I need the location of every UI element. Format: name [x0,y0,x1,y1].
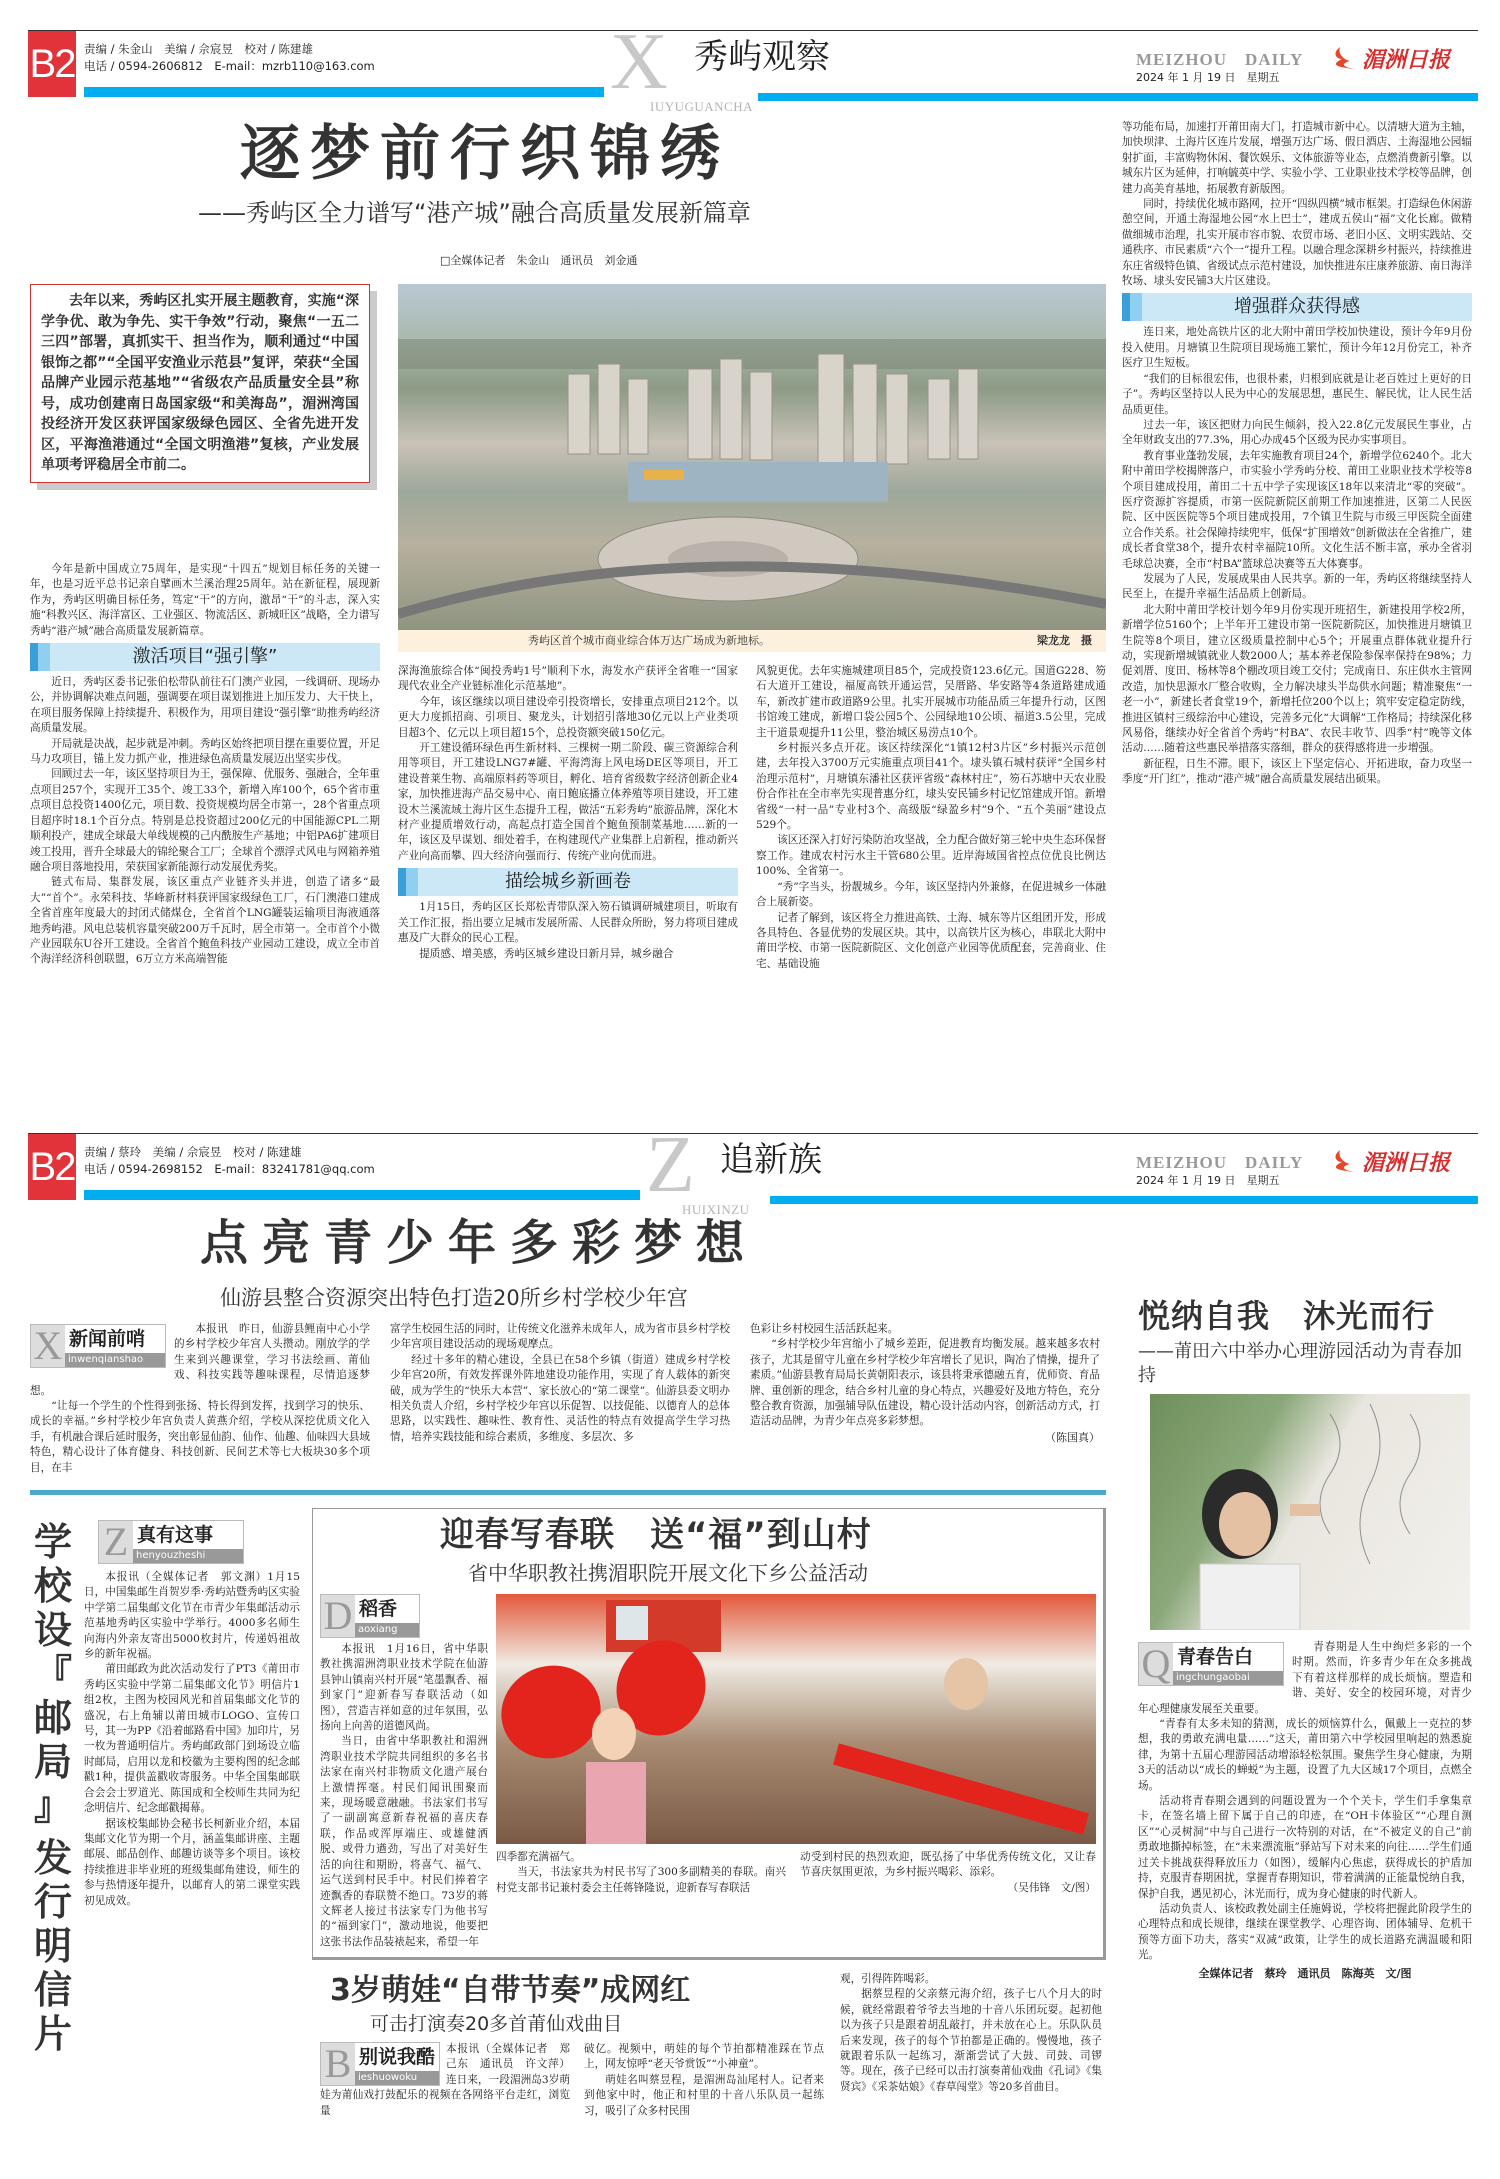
story5-subheadline: ——莆田六中举办心理游园活动为青春加持 [1138,1341,1462,1386]
paragraph: 链式布局、集群发展，该区重点产业链齐头并进，创造了诸多“最大”“首个”。永荣科技、华峰新材料获评国家级绿色工厂，石门澳港口建成全省首座年度最大的封闭式储煤仓，全省首个LNG罐装运输项目海液通落地秀屿港。风电总装机容量突破200万千瓦时，居全市第一。全市首个小微产业园联东U谷开工建设。全省首个鲍鱼科技产业园动工建设，成立全市首个海洋经济科创联盟，6万立方米高端智能 [30,876,380,966]
paragraph: 新征程，日生不滞。眼下，该区上下坚定信心、开拓进取，奋力攻坚一季度“开门红”，推动“港产城”融合高质量发展结出硕果。 [1122,757,1472,786]
paragraph: 本报讯（全媒体记者 郑己东 通讯员 许文萍）连日来，一段湄洲岛3岁萌娃为莆仙戏打鼓配乐的视频在各网络平台走红，浏览量 [320,2043,570,2117]
section-pinyin: HUIXINZU [682,1202,750,1217]
tag-pinyin: inwenqianshao [65,1353,165,1367]
vertical-title-char: 明 [33,1924,72,1968]
brand-chinese-logo: 湄洲日报 [1362,47,1451,73]
paragraph: “青春有太多未知的猜测，成长的烦恼算什么，佩戴上一克拉的梦想，我的勇敢充满电量……”这天，莆田第六中学校园里响起的熟悉旋律，为第十五届心理游园活动增添轻松氛围。聚焦学生身心健康，为期3天的活动以“成长的蝉蜕”为主题，设置了九大区域17个项目，点燃全场。 [1138,1718,1472,1792]
page1-byline: □全媒体记者 朱金山 通讯员 刘金通 [440,254,638,267]
tag-pinyin: henyouzheshi [133,1549,243,1563]
paragraph: 萌娃名叫蔡昱程，是湄洲岛汕尾村人。记者来到他家中时，他正和村里的十音八乐队员一起练习，吸引了众多村民围 [584,2073,824,2117]
story1-column-2 [390,1322,730,1445]
paragraph: 1月15日，秀屿区区长郑松青带队深入笏石镇调研城建项目，听取有关工作汇报，指出要立足城市发展所需、人民群众所盼，努力将项目建成惠及广大群众的民心工程。 [398,901,738,945]
vertical-title-char: 邮 [33,1696,72,1740]
paragraph: 等功能布局，加速打开莆田南大门，打造城市新中心。以清塘大道为主轴，加快坝津、土海片区连片发展，增强万达广场、假日酒店、土海湿地公园辐射扩面，丰富购物休闲、餐饮娱乐、文体旅游等业态，点燃消费新引擎。以城东片区为延伸，打响毓英中学、实验小学、工业职业技术学校等品牌，创建力高美育基地，拓展教育新版图。 [1122,121,1472,195]
vertical-title-char: 校 [33,1564,72,1608]
story4-column-1 [320,2042,570,2119]
story5-credit: 全媒体记者 蔡玲 通讯员 陈海英 文/图 [1198,1966,1412,1980]
page1-column-2 [398,664,738,962]
tag-pinyin: ingchungaobai [1173,1671,1283,1685]
paragraph: “我们的目标很宏伟，也很朴素，归根到底就是让老百姓过上更好的日子”。秀屿区坚持以人民为中心的发展思想，惠民生、解民忧，让人民生活品质更佳。 [1122,372,1472,416]
header-blue-bar-left [84,87,604,97]
story3-column-2 [496,1850,786,1896]
header-blue-bar-right [758,93,1478,101]
paragraph: 经过十多年的精心建设，全县已在58个乡镇（街道）建成乡村学校少年宫20所，有效发挥课外阵地建设功能作用，实现了育人载体的新突破，成为学生的“快乐大本营”、家长放心的“第二课堂”。仙游县委文明办相关负责人介绍，乡村学校少年宫以乐促智、以技促能、以德育人的总体思路，以实践性、趣味性、教育性、灵活性的特点有效提高学生学习热情，培养实践技能和综合素质，多维度、多层次、多 [390,1353,730,1443]
paragraph: 莆田邮政为此次活动发行了PT3《莆田市秀屿区实验中学第二届集邮文化节》明信片1组2枚，主图为校园风光和首届集邮文化节的盛况，右上角辅以莆田城市LOGO、宣传口号，其一为PP《沿着邮路看中国》加印片，另一枚为普通明信片。秀屿邮政部门到场设立临时邮局，启用以龙和校徽为主要构图的纪念邮戳1种，提供盖戳收寄服务。中华全国集邮联合会会士罗道光、陈国成和全校师生共同为纪念明信片、纪念邮戳揭幕。 [84,1663,300,1815]
paragraph: 本报讯（全媒体记者 郭文渊）1月15日，中国集邮生肖贺岁季·秀屿站暨秀屿区实验中学第二届集邮文化节在市青少年集邮活动示范基地秀屿区实验中学举行。4000多名师生向海内外亲友寄出5000枚封片，传递妈祖故乡的新年祝福。 [84,1571,300,1661]
vertical-title-char: 发 [33,1836,72,1880]
tag-pinyin: ieshuowoku [355,2071,439,2085]
page1-subheadline: ——秀屿区全力谱写“港产城”融合高质量发展新篇章 [198,199,751,227]
psychology-activity-photo [1150,1394,1470,1630]
story3-headline: 迎春写春联 送“福”到山村 [440,1515,872,1555]
paragraph: 当日，由省中华职教社和湄洲湾职业技术学院共同组织的多名书法家在南兴村非物质文化遗产展台上激情挥毫。村民们闻讯围聚而来，现场暖意融融。书法家们书写了一副副寓意新春祝福的喜庆春联，作品或浑厚端庄、或雄健洒脱、或骨力遒劲，写出了对美好生活的向往和期盼，将喜气、福气、运气送到村民手中。村民们捧着字迹飘香的春联赞不绝口。73岁的蒋文辉老人接过书法家专门为他书写的“福到家门”，激动地说，他要把这张书法作品装裱起来，希望一年 [320,1735,488,1948]
brand-english: MEIZHOU DAILY [1136,50,1304,69]
tag-rice-fragrance [320,1594,420,1638]
paragraph: 发展为了人民，发展成果由人民共享。新的一年，秀屿区将继续坚持人民至上，在提升幸福生活品质上创新局。 [1122,572,1472,601]
issue-date: 2024 年 1 月 19 日 星期五 [1136,71,1280,84]
page1-column-4 [1122,120,1472,788]
paragraph: “乡村学校少年宫缩小了城乡差距，促进教育均衡发展。越来越多农村孩子，尤其是留守儿童在乡村学校少年宫增长了见识，陶冶了情操，提升了素质。”仙游县教育局局长黄朝阳表示，该县将秉承德融五育，优师资、育品牌、重创新的理念，结合乡村儿童的身心特点，兴趣爱好及地方特色，充分整合教育资源，加强辅导队伍建设，精心设计活动内容，创新活动方式，打造活动品牌，为青少年点亮多彩梦想。 [750,1338,1100,1428]
tag-title: 青春告白 [1177,1646,1254,1668]
paragraph: 过去一年，该区把财力向民生倾斜，投入22.8亿元发展民生事业，占全年财政支出的77.3%，用心办成45个区级为民办实事项目。 [1122,418,1472,447]
page1-column-1 [30,562,380,968]
paragraph: 色彩让乡村校园生活活跃起来。 [750,1323,899,1335]
lead-summary-box [30,284,370,483]
story5-headline: 悦纳自我 沐光而行 [1138,1297,1436,1335]
paragraph: 据蔡昱程的父亲蔡元海介绍，孩子七八个月大的时候，就经常跟着爷爷去当地的十音八乐团玩耍。起初他以为孩子只是跟着胡乱敲打，并未放在心上。乐队队员后来发现，孩子的每个节拍都是正确的。慢慢地，孩子就跟着乐队一起练习，渐渐尝试了大鼓、司鼓、司锣等。现在，孩子已经可以击打演奏莆仙戏曲《孔词》《集贤宾》《采茶姑娘》《春草闯堂》等20多首曲目。 [840,1988,1102,2093]
page1-headline: 逐梦前行织锦绣 [240,119,730,189]
story5-body [1138,1640,1472,1981]
editor-credits [84,41,375,75]
paragraph: 同时，持续优化城市路网，拉开“四纵四横”城市框架。打造绿色休闲游憩空间，开通土海湿地公园“水上巴士”，建成五侯山“福”文化长廊。做精做细城市治理，扎实开展市容市貌、农贸市场、老旧小区、文明实践站、交通秩序、市民素质“六个一”提升工程。以融合理念深耕乡村振兴，持续推进东庄省级特色镇、省级试点示范村建设，加快推进东庄康养旅游、南日海洋牧场、埭头安民铺3大片区建设。 [1122,198,1472,288]
paragraph: 青春期是人生中绚烂多彩的一个时期。然而，许多青少年在众多挑战下有着这样那样的成长烦恼。塑造和谐、美好、安全的校园环境，对青少年心理健康发展至关重要。 [1138,1641,1472,1715]
vertical-title-char: 局 [33,1740,72,1784]
editor-credits [84,1144,375,1178]
vertical-title-char: 学 [33,1520,72,1564]
section-pinyin: IUYUGUANCHA [650,99,753,114]
paragraph: 提质感、增美感，秀屿区城乡建设日新月异，城乡融合 [419,947,674,960]
page-number-badge: B2 [28,1134,76,1200]
story2-body [84,1520,300,1909]
story4-headline: 3岁萌娃“自带节奏”成网红 [330,1973,691,2008]
paragraph: 开局就是决战，起步就是冲刺。秀屿区始终把项目摆在重要位置，开足马力攻项目，锚上发力抓产业，推进绿色高质量发展迈出坚实步伐。 [30,737,380,766]
paragraph: 活动负责人、该校政教处副主任施姆说，学校将把握此阶段学生的心理特点和成长规律，继续在课堂教学、心理咨询、团体辅导、危机干预等方面下功夫，落实“双减”政策，让学生的成长道路充满温暖和阳光。 [1138,1902,1472,1962]
tag-letter: Z [99,1521,133,1563]
story3-subheadline: 省中华职教社携湄职院开展文化下乡公益活动 [468,1561,868,1585]
photo-scene [496,1594,1096,1844]
paragraph: 本报讯 1月16日，省中华职教社携湄洲湾职业技术学院在仙游县钟山镇南兴村开展“笔墨飘香、福到家门”迎新春写春联活动（如图），营造吉祥如意的过年氛围，弘扬向上向善的道德风尚。 [320,1643,488,1733]
subhead-activate-projects: 激活项目“强引擎” [30,643,380,671]
story3-credit: （吴伟锋 文/图） [1007,1881,1096,1894]
paragraph: 开工建设循环绿色再生新材料、三棵树一期二阶段、碳三资源综合利用等项目，开工建设LNG7#罐、平海湾海上风电场DE区等项目，开工建设普莱生物、高端原料药等项目，孵化、培育省级数字经济创新企业4家，加快推进海产品交易中心、南日鲍底播立体养殖等项目建设，开工建设木兰溪流域土海片区生态提升工程，做活“五彩秀屿”旅游品牌，深化木材产业提质增效行动，高起点打造全国首个鲍鱼预制菜基地……新的一年，该区及早谋划、细处着手，在构建现代产业集群上启新程，推动新兴产业向高而攀、四大经济向强而行、传统产业向优而进。 [398,742,738,862]
paragraph: 观，引得阵阵喝彩。 [840,1973,936,1985]
vertical-title-char: 片 [33,2012,72,2056]
newspaper-logo-icon [1328,1148,1358,1174]
paragraph: 破亿。视频中，萌娃的每个节拍都精准踩在节点上，网友惊呼“老天爷赏饭”“小神童”。 [584,2043,824,2071]
paragraph: 今年是新中国成立75周年，是实现“十四五”规划目标任务的关键一年，也是习近平总书记亲自擘画木兰溪治理25周年。站在新征程，展现新作为，秀屿区明确目标任务，笃定“干”的方向，激昂“干”的斗志，深入实施“科教兴区、海洋富区、工业强区、物流活区、新城旺区”战略，全力谱写秀屿“港产城”融合高质量发展新篇章。 [30,563,380,637]
paragraph: 富学生校园生活的同时，让传统文化滋养未成年人，成为省市县乡村学校少年宫项目建设活动的现场观摩点。 [390,1323,730,1351]
page-number-badge: B2 [28,31,76,97]
credits-line-1: 责编 / 朱金山 美编 / 佘宸昱 校对 / 陈建雄 [84,42,314,56]
story1-subheadline: 仙游县整合资源突出特色打造20所乡村学校少年宫 [220,1286,688,1310]
section-title: 秀屿观察 [694,37,830,77]
paragraph: 该区还深入打好污染防治攻坚战，全力配合做好第三轮中央生态环保督察工作。建成农村污水主干管680公里。近岸海域国省控点位优良比例达100%、全省第一。 [756,834,1106,878]
tag-letter: Q [1139,1643,1173,1685]
tag-letter: D [321,1595,355,1637]
newspaper-logo-icon [1328,45,1358,71]
story1-credit: （陈国真） [1045,1430,1100,1444]
paragraph: 今年，该区继续以项目建设牵引投资增长，安排重点项目212个。以更大力度抓招商、引项目、聚龙头，计划招引落地30亿元以上产业类项目超3个、亿元以上项目超15个，总投资额突破150亿元。 [398,695,738,739]
paragraph: 活动将青春期会遇到的问题设置为一个个关卡，学生们手拿集章卡，在签名墙上留下属于自己的印迹，在“OH卡体验区”“心理自测区”“心灵树洞”中与自己进行一次特别的对话，在“不被定义的自己”前勇敢地撕掉标签，在“未来漂流瓶”驿站写下对未来的向往……学生们通过关卡挑战获得释放压力（如图），缓解内心焦虑，获得成长的护盾加持，克服青春期困扰，掌握青春期知识，带着满满的正能量悦纳自我，保护自我，遇见初心，沐光而行，成为身心健康的时代新人。 [1138,1795,1472,1900]
photo-caption-bar [398,630,1106,652]
tag-title: 稻香 [359,1598,398,1620]
story1-headline: 点亮青少年多彩梦想 [200,1215,759,1271]
photo-credit: 梁龙龙 摄 [1037,634,1092,647]
tag-pinyin: aoxiang [355,1623,419,1637]
vertical-title-char: 『 [33,1652,72,1696]
tag-dont-say-cool [320,2042,440,2086]
brand-english: MEIZHOU DAILY [1136,1153,1304,1172]
tag-title: 真有这事 [137,1524,214,1546]
paragraph: 四季都充满福气。 [496,1851,581,1863]
paragraph: “让每一个学生的个性得到张扬、特长得到发挥，找到学习的快乐、成长的幸福。”乡村学校少年宫负责人黄燕介绍，学校从深挖优质文化入手，有机融合课后延时服务，突出彰显仙韵、仙作、仙趣、仙味四大县域特色，精心设计了体育健身、科技创新、民间艺术等七大板块30多个项目，在丰 [30,1400,370,1474]
spring-couplet-photo [496,1594,1096,1844]
paragraph: 北大附中莆田学校计划今年9月份实现开班招生，新建投用学校2所，新增学位5160个；上半年开工建设市第一医院新院区，加快推进月塘镇卫生院等8个项目，建立区级质量控制中心5个；开展重点群体就业提升行动，实现新增城镇就业人数2000人；基本养老保险参保率保持在98%；力促刘厝、度田、杨林等8个棚改项目竣工交付；完成南日、东庄供水主管网改造，加快思源水厂整合收购，全力解决埭头半岛供水问题；精准聚焦“一老一小”，新建长者食堂19个，新增托位200个以上；筑牢安定稳定防线，推进区镇村三级综治中心建设，完善多元化“大调解”工作格局；持续深化移风易俗，继续办好全省首个秀屿“村BA”、农民丰收节、四季“村”晚等文体活动……随着这些惠民举措落实落细，群众的获得感将进一步增强。 [1122,603,1472,755]
story2-vertical-title-bottom [28,1836,78,2056]
story4-column-2 [584,2042,824,2119]
story4-subheadline: 可击打演奏20多首莆仙戏曲目 [370,2013,623,2035]
tag-letter: X [31,1325,65,1367]
page1-column-3 [756,664,1106,972]
subhead-sense-of-gain: 增强群众获得感 [1122,293,1472,321]
paragraph: 教育事业蓬勃发展，去年实施教育项目24个，新增学位6240个。北大附中莆田学校揭牌落户，市实验小学秀屿分校、莆田工业职业技术学校等8个项目建成投用，莆田二十五中学子实现该区18年以来清北“零的突破”。医疗资源扩容提质，市第一医院新院区前期工作加速推进，区第二人民医院、区中医医院等5个项目建成投用，7个镇卫生院与市级三甲医院全面建立合作关系。社会保障持续兜牢，低保“扩围增效”创新做法在全省推广，建成长者食堂38个，提升农村幸福院10所。文化生活不断丰富，承办全省羽毛球总决赛，全市“村BA”篮球总决赛等五大体赛事。 [1122,449,1472,570]
credits-line-2: 电话 / 0594-2606812 E-mail：mzrb110@163.com [84,59,375,73]
wanda-plaza-aerial-photo [398,284,1106,630]
photo-caption: 秀屿区首个城市商业综合体万达广场成为新地标。 [528,634,770,647]
credits-line-2: 电话 / 0594-2698152 E-mail：83241781@qq.com [84,1162,375,1176]
section-divider [30,1490,1106,1495]
header-blue-bar-left [84,1190,640,1200]
story4-column-3 [840,1972,1102,2095]
paragraph: “秀”字当头，扮靓城乡。今年，该区坚持内外兼修，在促进城乡一体融合上展新姿。 [756,880,1106,909]
header-blue-bar-right [770,1196,1478,1204]
vertical-title-char: 行 [33,1880,72,1924]
paragraph: 连日来，地处高铁片区的北大附中莆田学校加快建设，预计今年9月份投入使用。月塘镇卫生院项目现场施工繁忙，预计今年12月份完工，补齐医疗卫生短板。 [1122,326,1472,370]
paragraph: 记者了解到，该区将全力推进高铁、土海、城东等片区组团开发，形成各具特色、各显优势的发展区块。其中，以高铁片区为核心，串联北大附中莆田学校、市第一医院新院区、文化创意产业园等优质配套，完善商业、住宅、基础设施 [756,911,1106,970]
tag-news-frontline [30,1324,166,1368]
tag-true-story [98,1520,244,1564]
story1-column-3 [750,1322,1100,1445]
subhead-urban-rural: 描绘城乡新画卷 [398,868,738,896]
story3-column-1 [320,1594,488,1950]
story1-column-1 [30,1322,370,1476]
paragraph: 据该校集邮协会秘书长柯新业介绍，本届集邮文化节为期一个月，涵盖集邮讲座、主题邮展、邮品创作、邮趣访谈等多个项目。该校持续推进非毕业班的班级集邮角建设，师生的参与热情逐年提升，以邮育人的第二课堂实践初见成效。 [84,1817,300,1907]
paragraph: 乡村振兴多点开花。该区持续深化“1镇12村3片区”乡村振兴示范创建，去年投入3700万元实施重点项目41个。埭头镇石城村获评“全国乡村治理示范村”，月塘镇东潘社区获评省级“森林村庄”，笏石苏塘中天农业股份合作社在全市率先实现普惠分红，埭头安民铺乡村记忆馆建成开馆。新增省级“一村一品”专业村3个、高级版“绿盈乡村”9个、“五个美丽”建设点529个。 [756,742,1106,832]
paragraph: 风貌更优。去年实施城建项目85个，完成投资123.6亿元。国道G228、笏石大道开工建设，福厦高铁开通运营，吴厝路、华安路等4条道路建成通车，新改扩建市政道路9公里。扎实开展城市功能品质三年提升行动，区图书馆竣工建成，新增口袋公园5个、公园绿地10公顷、福道3.5公里，完成主干道景观提升11公里，整治城区易涝点10个。 [756,665,1106,739]
credits-line-1: 责编 / 蔡玲 美编 / 佘宸昱 校对 / 陈建雄 [84,1145,302,1159]
paragraph: 当天，书法家共为村民书写了300多副精美的春联。南兴村党支部书记兼村委会主任蒋锋隆说，迎新春写春联活 [496,1866,786,1894]
paragraph: 回顾过去一年，该区坚持项目为王，强保障、优服务、强融合，全年重点项目257个，实现开工35个、竣工33个，新增入库100个，65个省市重点项目总投资1400亿元，项目数、投资规模均居全市第一，28个省重点项目超序时18.1个百分点。特别是总投资超过200亿元的中国能源CPL二期顺利投产，建成全球最大单线规模的己内酰胺生产基地；中铝PA6扩建项目竣工投用，晋升全球最大的锦纶聚合工厂；全球首个漂浮式风电与网箱养殖融合项目落地投用，荣获国家新能源行动发展优秀奖。 [30,768,380,873]
lead-text: 去年以来，秀屿区扎实开展主题教育，实施“深学争优、敢为争先、实干争效”行动，聚焦“一五二三四”部署，真抓实干、担当作为，顺利通过“中国银饰之都”“全国平安渔业示范县”复评，荣获“全国品牌产业园示范基地”“省级农产品质量安全县”称号，成功创建南日岛国家级“和美海岛”，湄洲湾国投经济开发区获评国家级绿色园区、全省先进开发区，平海渔港通过“全国文明渔港”复核，产业发展单项考评稳居全市前二。 [41,293,359,473]
vertical-title-char: 设 [33,1608,72,1652]
section-letter: Z [646,1121,695,1209]
story1-lead: 本报讯 昨日，仙游县鲤南中心小学的乡村学校少年宫人头攒动。刚放学的学生来到兴趣课堂，学习书法绘画、莆仙戏、科技实践等趣味课程，尽情追逐梦想。 [30,1323,370,1397]
page1-header [28,18,1478,114]
issue-date: 2024 年 1 月 19 日 星期五 [1136,1174,1280,1187]
photo-scene [1150,1394,1470,1630]
section-title: 追新族 [720,1140,822,1180]
tag-youth-confession [1138,1642,1284,1686]
tag-title: 新闻前哨 [69,1328,146,1350]
paragraph: 近日，秀屿区委书记张伯松带队前往石门澳产业园，一线调研、现场办公，并协调解决难点问题，强调要在项目谋划推进上加压发力、大干快上，在项目服务保障上持续提升、积极作为，用项目建设“强引擎”助推秀屿经济高质量发展。 [30,676,380,735]
story2-vertical-title-top [28,1520,78,1828]
paragraph: 动受到村民的热烈欢迎，既弘扬了中华优秀传统文化，又让春节喜庆氛围更浓，为乡村振兴喝彩、添彩。 [800,1851,1096,1879]
tag-letter: B [321,2043,355,2085]
tag-title: 别说我酷 [359,2046,436,2068]
vertical-title-char: 』 [33,1784,72,1828]
photo-scene [398,284,1106,630]
brand-chinese-logo: 湄洲日报 [1362,1150,1451,1176]
section-letter: X [610,18,668,106]
vertical-title-char: 信 [33,1968,72,2012]
page2-header [28,1121,1478,1217]
story3-column-3 [800,1850,1096,1896]
paragraph: 深海渔旅综合体“闽投秀屿1号”顺利下水，海发水产获评全省唯一“国家现代农业全产业链标准化示范基地”。 [398,665,738,693]
